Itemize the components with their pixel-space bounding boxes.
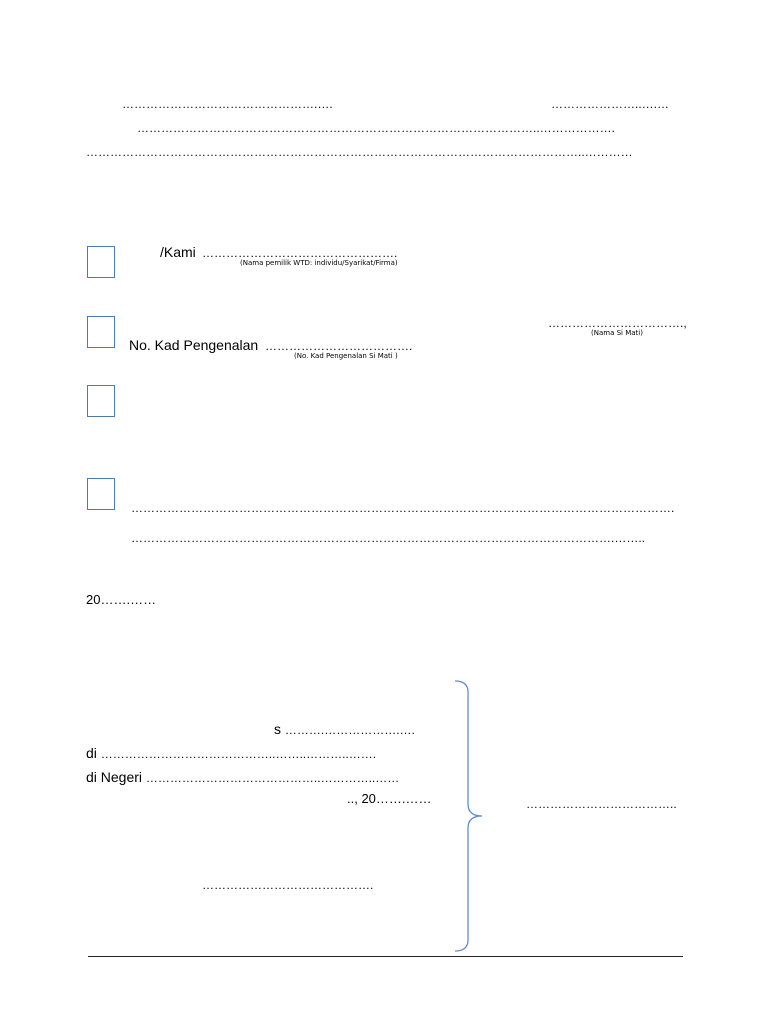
curly-brace bbox=[452, 676, 488, 956]
checkbox-option-1[interactable] bbox=[87, 246, 115, 278]
sig-row4: .., 20…….…… bbox=[347, 791, 432, 806]
header-line1-right: …………………..….… bbox=[551, 97, 670, 111]
section4-line2: ………………………………………………………………………………………………………….…….. bbox=[131, 531, 646, 545]
bottom-rule bbox=[88, 956, 683, 957]
kami-label: /Kami bbox=[160, 244, 196, 260]
header-line3: ……………………………………………………………………………………………………………..………… bbox=[86, 145, 633, 159]
checkbox-option-4[interactable] bbox=[87, 478, 115, 510]
header-line2: ………………………………………………………………………………………..………………. bbox=[137, 121, 616, 135]
date-line: 20…….…… bbox=[86, 592, 157, 607]
header-line1-left: ………………………………………….…. bbox=[122, 97, 333, 111]
sig-row1-label: s bbox=[274, 721, 285, 737]
kami-caption: (Nama pemilik WTD: individu/Syarikat/Firma) bbox=[240, 259, 398, 267]
sig-row1-dots: ……….……………….…. bbox=[284, 723, 415, 737]
sig-row3-dots: ……………………………………..…………..…… bbox=[145, 771, 400, 785]
deceased-name-caption: (Nama Si Mati) bbox=[591, 329, 643, 337]
ic-dots: ………………………………. bbox=[265, 339, 413, 353]
sig-row1 bbox=[274, 721, 415, 739]
sig-row2-label: di bbox=[86, 745, 101, 761]
sig-row5-dots: ……………………………………. bbox=[202, 878, 374, 892]
sig-row3 bbox=[86, 769, 399, 787]
sig-row2-dots: ……………………………………..……..………..……. bbox=[100, 747, 377, 761]
ic-caption: (No. Kad Pengenalan Si Mati ) bbox=[294, 352, 398, 360]
sig-right-dots: ……………………………….. bbox=[526, 797, 677, 811]
kami-dots: …………………………………………. bbox=[202, 246, 398, 260]
checkbox-option-3[interactable] bbox=[87, 385, 115, 417]
deceased-name-dots: ……………………………., bbox=[548, 316, 687, 330]
sig-row3-label: di Negeri bbox=[86, 769, 146, 785]
checkbox-option-2[interactable] bbox=[87, 316, 115, 348]
ic-label: No. Kad Pengenalan bbox=[129, 337, 259, 353]
section4-line1: ………………………………………………………………………………………………………………………. bbox=[131, 501, 675, 515]
sig-row2 bbox=[86, 745, 376, 763]
